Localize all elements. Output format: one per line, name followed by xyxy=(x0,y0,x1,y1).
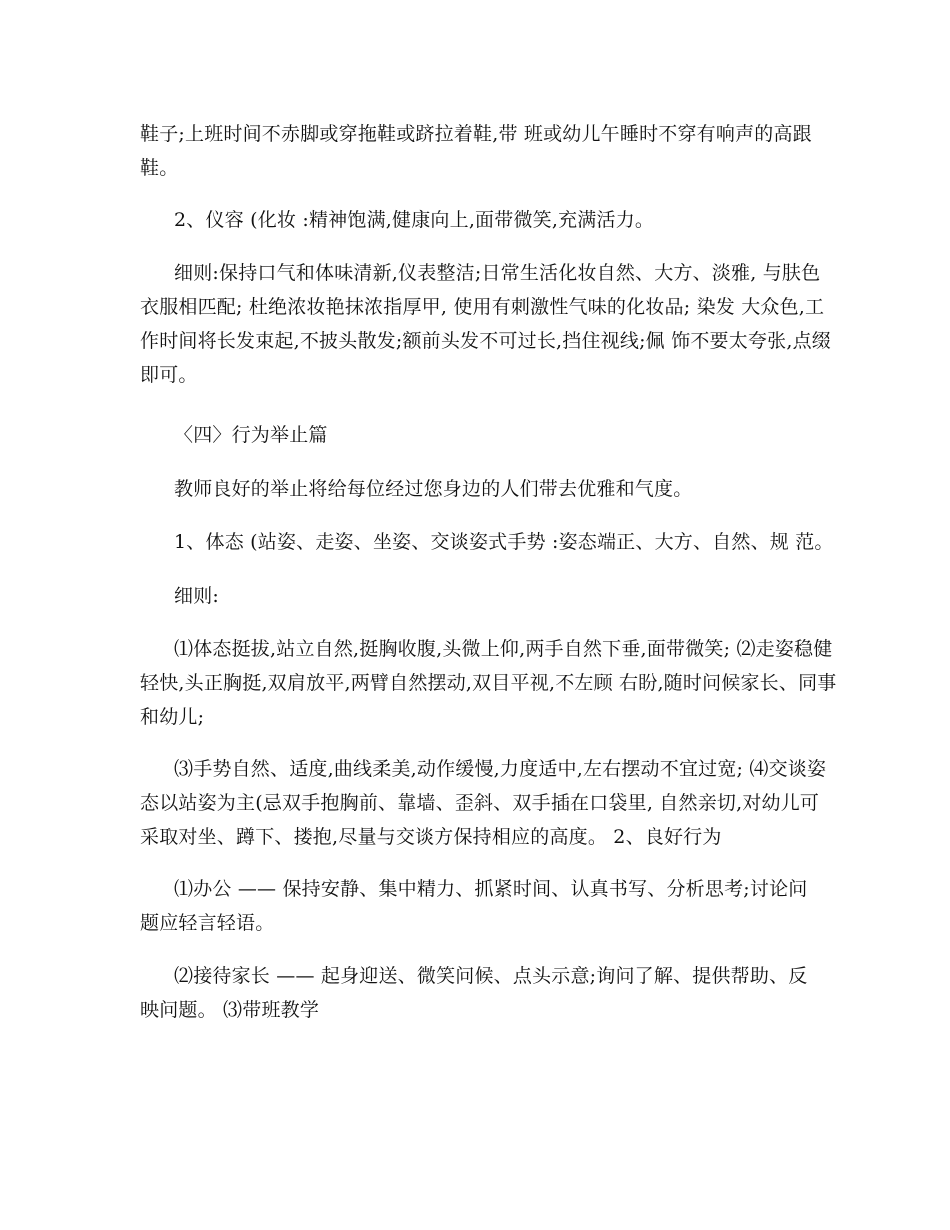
text-line: 采取对坐、蹲下、搂抱,尽量与交谈方保持相应的高度。 2、良好行为 xyxy=(140,826,722,848)
paragraph-appearance-heading xyxy=(140,203,810,237)
paragraph-office-behavior xyxy=(140,872,810,940)
paragraph-shoes-end xyxy=(140,117,810,185)
text-line: ⑵接待家长 —— 起身迎送、微笑问候、点头示意;询问了解、提供帮助、反 xyxy=(174,965,808,987)
text-line: 作时间将长发束起,不披头散发;额前头发不可过长,挡住视线;佩 饰不要太夸张,点缀 xyxy=(140,330,831,352)
text-line: ⑴办公 —— 保持安静、集中精力、抓紧时间、认真书写、分析思考;讨论问 xyxy=(174,878,808,900)
text-line: 细则: xyxy=(174,585,220,607)
text-line: 〈四〉行为举止篇 xyxy=(174,424,328,446)
paragraph-details-label xyxy=(140,579,810,613)
text-line: 轻快,头正胸挺,双肩放平,两臂自然摆动,双目平视,不左顾 右盼,随时问候家长、同事 xyxy=(140,672,837,694)
text-line: 衣服相匹配; 杜绝浓妆艳抹浓指厚甲, 使用有刺激性气味的化妆品; 染发 大众色,工 xyxy=(140,296,825,318)
text-line: 和幼儿; xyxy=(140,706,205,728)
section-heading-behavior xyxy=(140,418,810,452)
text-line: 鞋子;上班时间不赤脚或穿拖鞋或跻拉着鞋,带 班或幼儿午睡时不穿有响声的高跟 xyxy=(140,123,812,145)
text-line: 细则:保持口气和体味清新,仪表整洁;日常生活化妆自然、大方、淡雅, 与肤色 xyxy=(174,262,821,284)
text-line: 态以站姿为主(忌双手抱胸前、靠墙、歪斜、双手插在口袋里, 自然亲切,对幼儿可 xyxy=(140,792,820,814)
text-line: 教师良好的举止将给每位经过您身边的人们带去优雅和气度。 xyxy=(174,478,693,500)
text-line: 题应轻言轻语。 xyxy=(140,912,275,934)
paragraph-posture-details xyxy=(140,632,837,734)
paragraph-gesture-details xyxy=(140,752,827,854)
text-line: 2、仪容 (化妆 :精神饱满,健康向上,面带微笑,充满活力。 xyxy=(174,209,655,231)
paragraph-posture-heading xyxy=(140,525,834,559)
paragraph-appearance-details xyxy=(140,256,831,392)
text-line: ⑴体态挺拔,站立自然,挺胸收腹,头微上仰,两手自然下垂,面带微笑; ⑵走姿稳健 xyxy=(174,638,833,660)
text-line: 即可。 xyxy=(140,364,198,386)
paragraph-behavior-intro xyxy=(140,472,810,506)
text-line: ⑶手势自然、适度,曲线柔美,动作缓慢,力度适中,左右摆动不宜过宽; ⑷交谈姿 xyxy=(174,758,827,780)
text-line: 鞋。 xyxy=(140,157,179,179)
paragraph-parent-reception xyxy=(140,959,810,1027)
text-line: 映问题。 ⑶带班教学 xyxy=(140,999,320,1021)
text-line: 1、体态 (站姿、走姿、坐姿、交谈姿式手势 :姿态端正、大方、自然、规 范。 xyxy=(174,531,834,553)
